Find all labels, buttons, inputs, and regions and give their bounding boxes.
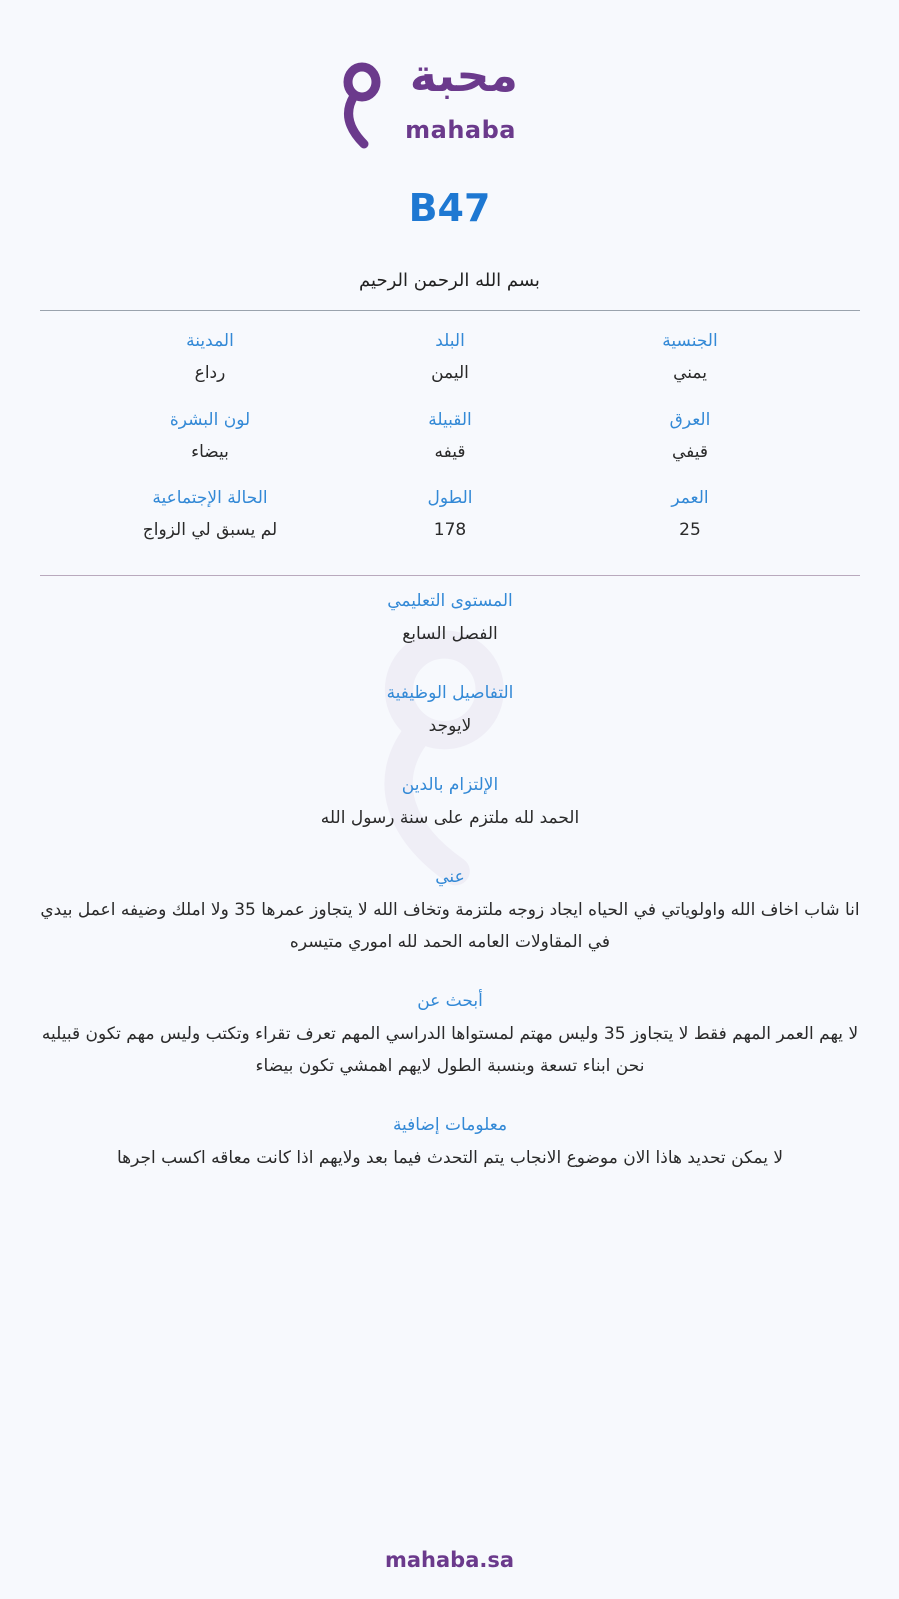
brand-name-arabic: محبة bbox=[409, 48, 518, 102]
field-nationality bbox=[590, 329, 790, 385]
section-label: أبحث عن bbox=[417, 991, 483, 1011]
profile-code: B47 bbox=[408, 186, 491, 230]
field-label: الطول bbox=[427, 488, 473, 508]
section-value: لا يمكن تحديد هاذا الان موضوع الانجاب يتم التحدث فيما بعد ولايهم اذا كانت معاقه اكسب اجرها bbox=[116, 1148, 784, 1168]
field-tribe bbox=[350, 408, 550, 464]
divider-middle bbox=[40, 575, 860, 576]
field-value: يمني bbox=[673, 363, 707, 383]
field-label: الجنسية bbox=[662, 331, 718, 351]
field-label: العرق bbox=[669, 410, 711, 430]
section-label: المستوى التعليمي bbox=[387, 591, 513, 611]
section-extra-info bbox=[40, 1112, 860, 1174]
section-job bbox=[40, 680, 860, 742]
field-height bbox=[350, 486, 550, 542]
footer-site-link[interactable]: mahaba.sa bbox=[384, 1548, 515, 1572]
field-value: بيضاء bbox=[191, 442, 229, 462]
brand-name-english: mahaba bbox=[405, 116, 516, 144]
divider-top bbox=[40, 310, 860, 311]
section-label: التفاصيل الوظيفية bbox=[386, 683, 514, 703]
field-country bbox=[350, 329, 550, 385]
field-label: الحالة الإجتماعية bbox=[152, 488, 268, 508]
field-value: اليمن bbox=[431, 363, 469, 383]
section-label: الإلتزام بالدين bbox=[401, 775, 499, 795]
field-label: لون البشرة bbox=[169, 410, 251, 430]
field-value: قيفي bbox=[671, 442, 709, 462]
section-value: انا شاب اخاف الله واولوياتي في الحياه ايجاد زوجه ملتزمة وتخاف الله لا يتجاوز عمرها 35 ولا املك وضيفه اعمل بيدي في المقاولات العامه الحمد لله اموري متيسره bbox=[40, 900, 860, 952]
field-value: 25 bbox=[679, 520, 701, 540]
section-label: معلومات إضافية bbox=[392, 1115, 508, 1135]
field-origin bbox=[590, 408, 790, 464]
field-skin bbox=[110, 408, 310, 464]
field-value: لم يسبق لي الزواج bbox=[142, 520, 278, 540]
section-education bbox=[40, 588, 860, 650]
basmala-text: بسم الله الرحمن الرحيم bbox=[359, 270, 540, 291]
section-value: لايوجد bbox=[428, 716, 472, 736]
section-religion bbox=[40, 772, 860, 834]
section-value: لا يهم العمر المهم فقط لا يتجاوز 35 وليس مهتم لمستواها الدراسي المهم تعرف تقراء وتكتب وليس مهم تكون قبيليه نحن ابناء تسعة وبنسبة الطول لايهم اهمشي تكون بيضاء bbox=[41, 1024, 859, 1076]
field-age bbox=[590, 486, 790, 542]
field-label: البلد bbox=[435, 331, 465, 351]
section-label: عني bbox=[435, 867, 465, 887]
field-value: رداع bbox=[194, 363, 226, 383]
field-label: المدينة bbox=[186, 331, 234, 351]
watermark-logo-icon bbox=[365, 610, 535, 900]
section-value: الحمد لله ملتزم على سنة رسول الله bbox=[320, 808, 580, 828]
section-value: الفصل السابع bbox=[402, 624, 498, 644]
section-about bbox=[40, 864, 860, 958]
field-label: العمر bbox=[671, 488, 709, 508]
field-value: 178 bbox=[433, 520, 467, 540]
field-city bbox=[110, 329, 310, 385]
mahaba-logo-mark-icon bbox=[338, 60, 398, 150]
field-label: القبيلة bbox=[428, 410, 472, 430]
section-seeking bbox=[40, 988, 860, 1082]
brand-logo bbox=[338, 48, 518, 148]
field-marital-status bbox=[110, 486, 310, 542]
field-value: قيفه bbox=[434, 442, 466, 462]
